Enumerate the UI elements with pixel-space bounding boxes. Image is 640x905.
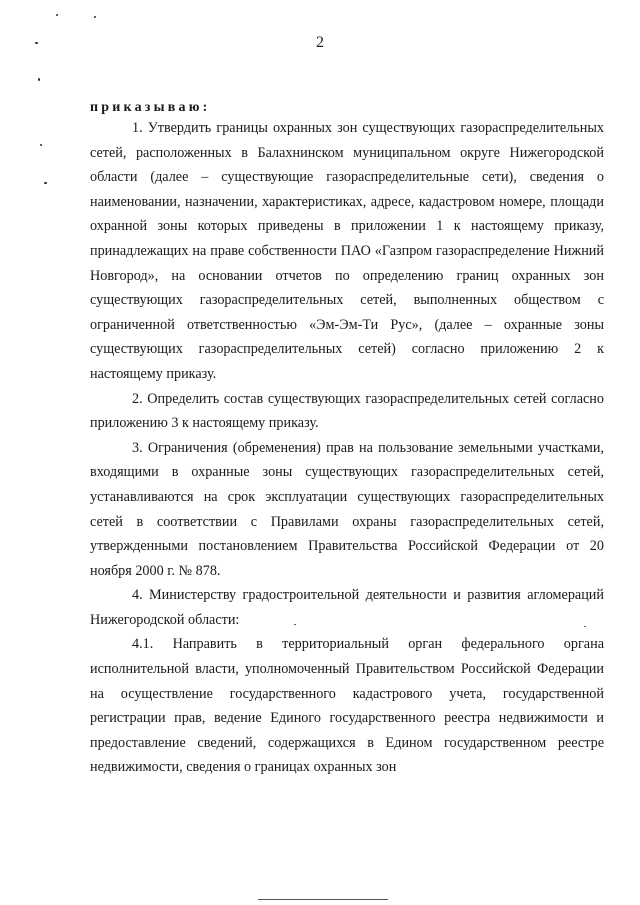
paragraph-1: 1. Утвердить границы охранных зон существующих газораспределительных сетей, расположенных в Балахнинском муниципальном округе Нижегородской области (далее – существующие газораспределительные сети), сведения о наименовании, назначении, характеристиках, адресе, кадастровом номере, площади охранной зоны которых приведены в приложении 1 к настоящему приказу, принадлежащих на праве собственности ПАО «Газпром газораспределение Нижний Новгород», на основании отчетов по определению границ охранных зон существующих газораспределительных сетей, выполненных обществом с ограниченной ответственностью «Эм-Эм-Ти Рус», (далее – охранные зоны существующих газораспределительных сетей) согласно приложению 2 к настоящему приказу. [90,120,604,382]
paragraph-2: 2. Определить состав существующих газораспределительных сетей согласно приложению 3 к настоящему приказу. [90,390,604,432]
scan-speck [584,626,586,627]
scan-speck [94,16,96,18]
scan-speck [40,144,42,146]
scan-speck [56,14,58,16]
scan-speck [38,78,40,81]
order-heading: приказываю: [90,100,211,115]
paragraph-3: 3. Ограничения (обременения) прав на пользование земельными участками, входящими в охранные зоны существующих газораспределительных сетей, устанавливаются на срок эксплуатации существующих газораспределительных сетей в соответствии с Правилами охраны газораспределительных сетей, утвержденными постановлением Правительства Российской Федерации от 20 ноября 2000 г. № 878. [90,439,604,579]
scan-speck [44,182,47,184]
scan-speck [294,624,296,625]
paragraph-4: 4. Министерству градостроительной деятельности и развития агломераций Нижегородской области: [90,587,604,628]
page-number: 2 [316,34,324,51]
document-body [90,116,604,780]
paragraph-4-1: 4.1. Направить в территориальный орган федерального органа исполнительной власти, уполномоченный Правительством Российской Федерации на осуществление государственного кадастрового учета, государственной регистрации прав, ведение Единого государственного реестра недвижимости и предоставление сведений, содержащихся в Едином государственном реестре недвижимости, сведения о границах охранных зон [90,636,604,776]
bottom-rule [258,899,388,900]
scan-speck [35,42,38,44]
